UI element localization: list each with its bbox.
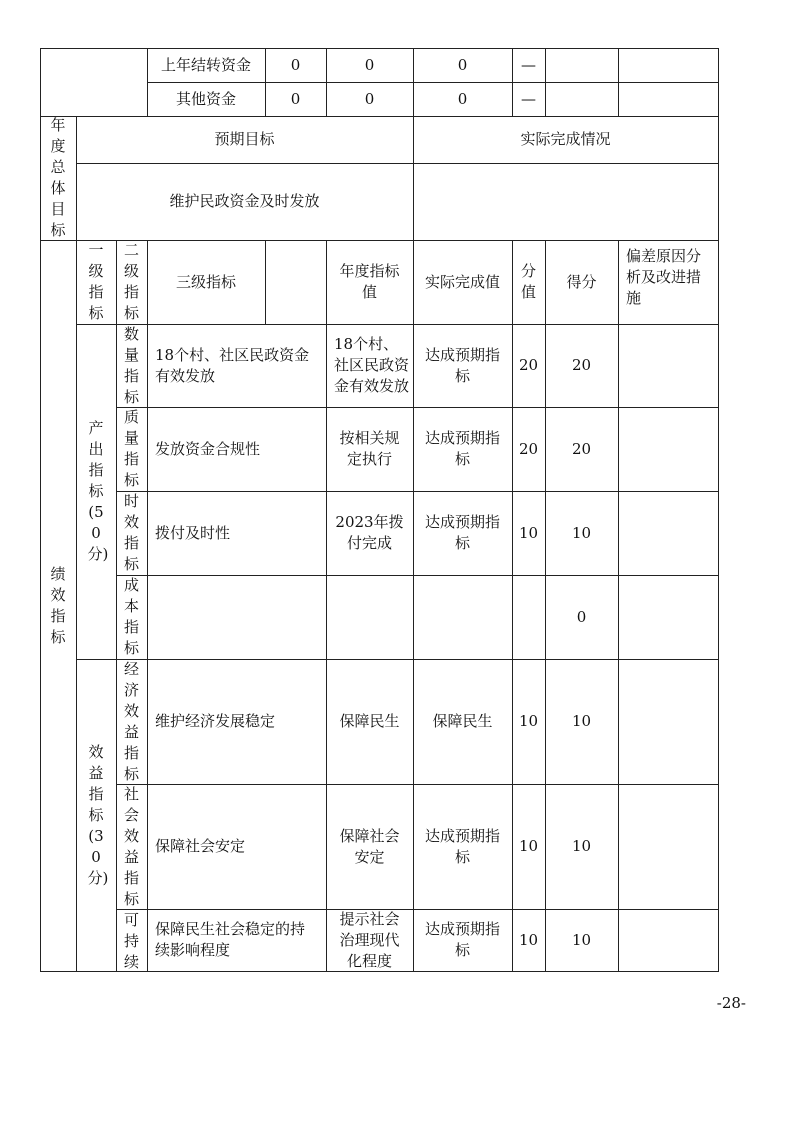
expected-goal-header: 预期目标 [214,130,275,148]
weight-cell: 10 [518,837,539,855]
level2-cell: 质量指标 [123,408,139,489]
header-level1: 一级指标 [88,241,104,322]
level3-cell: 18个村、社区民政资金有效发放 [155,345,310,385]
funds-row-label: 上年结转资金 [160,55,251,74]
score-cell: 20 [571,439,592,458]
benefit-indicators-group: 效益指标(30分) [87,742,109,887]
target-cell: 2023年拨付完成 [335,513,404,552]
score-cell: 0 [576,607,587,626]
page-number: -28- [716,994,746,1012]
actual-cell: 达成预期指标 [424,429,500,468]
weight-cell: 10 [518,930,539,949]
level3-cell: 保障民生社会稳定的持续影响程度 [155,920,306,959]
performance-indicators-label: 绩效指标 [50,564,66,646]
funds-row-dash: — [521,89,536,108]
target-cell [326,575,413,659]
actual-cell: 达成预期指标 [424,345,500,385]
score-cell: 20 [571,356,592,374]
actual-completion-text [413,163,718,240]
score-cell: 10 [571,837,592,855]
funds-row-value: 0 [457,89,468,108]
score-cell: 10 [571,523,592,542]
target-cell: 按相关规定执行 [339,429,400,468]
actual-cell: 达成预期指标 [424,920,500,959]
expected-goal-text: 维护民政资金及时发放 [169,192,320,210]
level2-cell: 可持续 [123,911,139,971]
header-actual: 实际完成值 [424,272,500,291]
weight-cell: 10 [518,523,539,542]
weight-cell: 20 [518,439,539,458]
score-cell: 10 [571,712,592,730]
output-indicators-group: 产出指标(50分) [87,419,109,563]
level3-cell [147,575,326,659]
funds-row-value: 0 [457,55,468,74]
actual-completion-header: 实际完成情况 [520,130,611,148]
actual-cell [413,575,512,659]
actual-cell: 达成预期指标 [424,826,500,866]
level2-cell: 成本指标 [123,576,139,657]
actual-cell: 达成预期指标 [424,513,500,552]
funds-row-value: 0 [290,89,301,108]
funds-row-value: 0 [364,89,375,108]
header-level3: 三级指标 [175,272,236,291]
header-weight: 分值 [520,262,536,301]
funds-row-value: 0 [364,55,375,74]
target-cell: 18个村、社区民政资金有效发放 [334,335,410,395]
level2-cell: 时效指标 [123,492,139,573]
annual-goal-label: 年度总体目标 [50,116,66,239]
level3-cell: 发放资金合规性 [155,439,261,458]
funds-row-value: 0 [290,55,301,74]
header-score: 得分 [566,272,597,291]
level3-cell: 维护经济发展稳定 [155,712,276,730]
weight-cell: 20 [518,356,539,374]
target-cell: 保障民生 [339,712,400,730]
header-level2: 二级指标 [123,241,139,322]
level2-cell: 社会效益指标 [123,784,139,908]
funds-row-label: 其他资金 [175,89,236,108]
weight-cell [512,575,545,659]
score-cell: 10 [571,930,592,949]
header-target: 年度指标值 [339,262,400,301]
header-deviation: 偏差原因分析及改进措施 [626,247,702,307]
target-cell: 保障社会安定 [339,826,400,866]
level3-cell: 保障社会安定 [155,837,246,855]
funds-row-dash: — [521,55,536,74]
level3-cell: 拨付及时性 [155,523,231,542]
target-cell: 提示社会治理现代化程度 [339,909,400,970]
actual-cell: 保障民生 [432,712,493,730]
weight-cell: 10 [518,712,539,730]
level2-cell: 经济效益指标 [123,659,139,783]
level2-cell: 数量指标 [123,324,139,406]
